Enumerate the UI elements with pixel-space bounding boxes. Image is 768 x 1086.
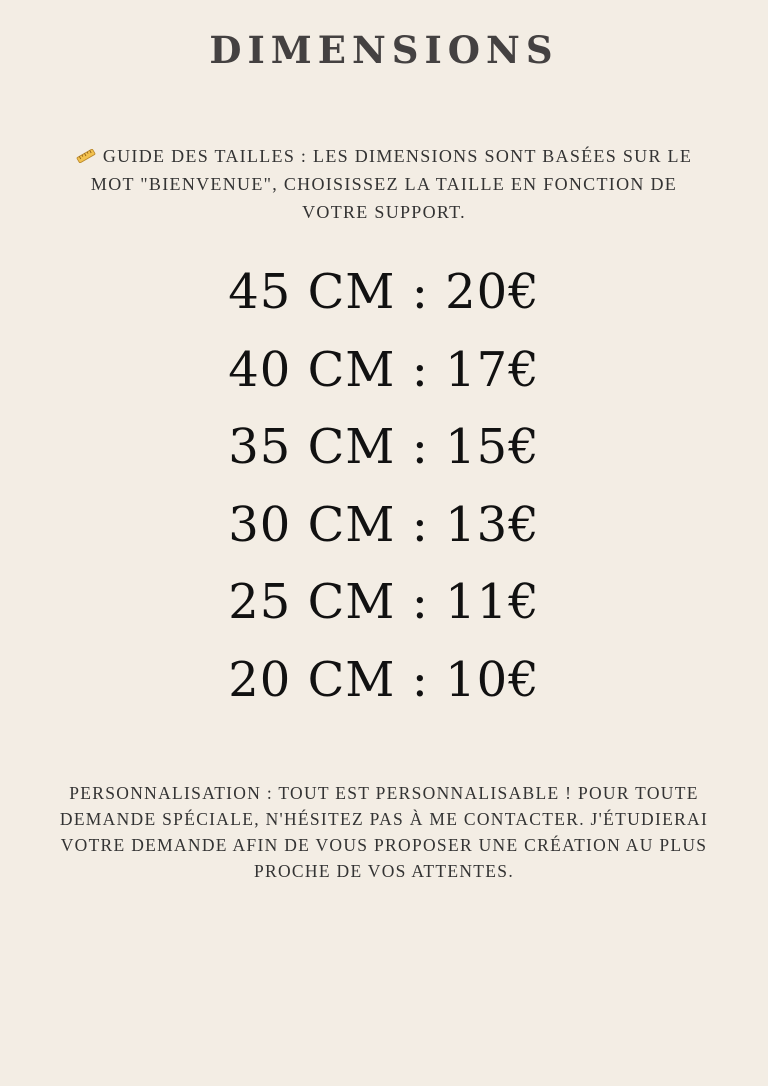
size-guide bbox=[70, 142, 698, 226]
personalisation-note: PERSONNALISATION : TOUT EST PERSONNALISABLE ! POUR TOUTE DEMANDE SPÉCIALE, N'HÉSITEZ PAS À ME CONTACTER. J'ÉTUDIERAI VOTRE DEMANDE AFIN DE VOUS PROPOSER UNE CRÉATION AU PLUS PROCHE DE VOS ATTENTES. bbox=[59, 783, 709, 881]
price-row-35cm: 35 CM : 15€ bbox=[228, 419, 540, 475]
price-row-20cm: 20 CM : 10€ bbox=[228, 651, 540, 708]
page-title: DIMENSIONS bbox=[209, 28, 559, 72]
size-guide-text: GUIDE DES TAILLES : LES DIMENSIONS SONT BASÉES SUR LE MOT "BIENVENUE", CHOISISSEZ LA TAILLE EN FONCTION DE VOTRE SUPPORT. bbox=[90, 146, 693, 222]
price-row-25cm: 25 CM : 11€ bbox=[228, 574, 540, 630]
price-row-40cm: 40 CM : 17€ bbox=[228, 341, 540, 398]
price-list bbox=[0, 258, 768, 723]
price-row-45cm: 45 CM : 20€ bbox=[228, 264, 540, 320]
price-row-30cm: 30 CM : 13€ bbox=[228, 496, 540, 553]
ruler-icon bbox=[76, 149, 96, 163]
